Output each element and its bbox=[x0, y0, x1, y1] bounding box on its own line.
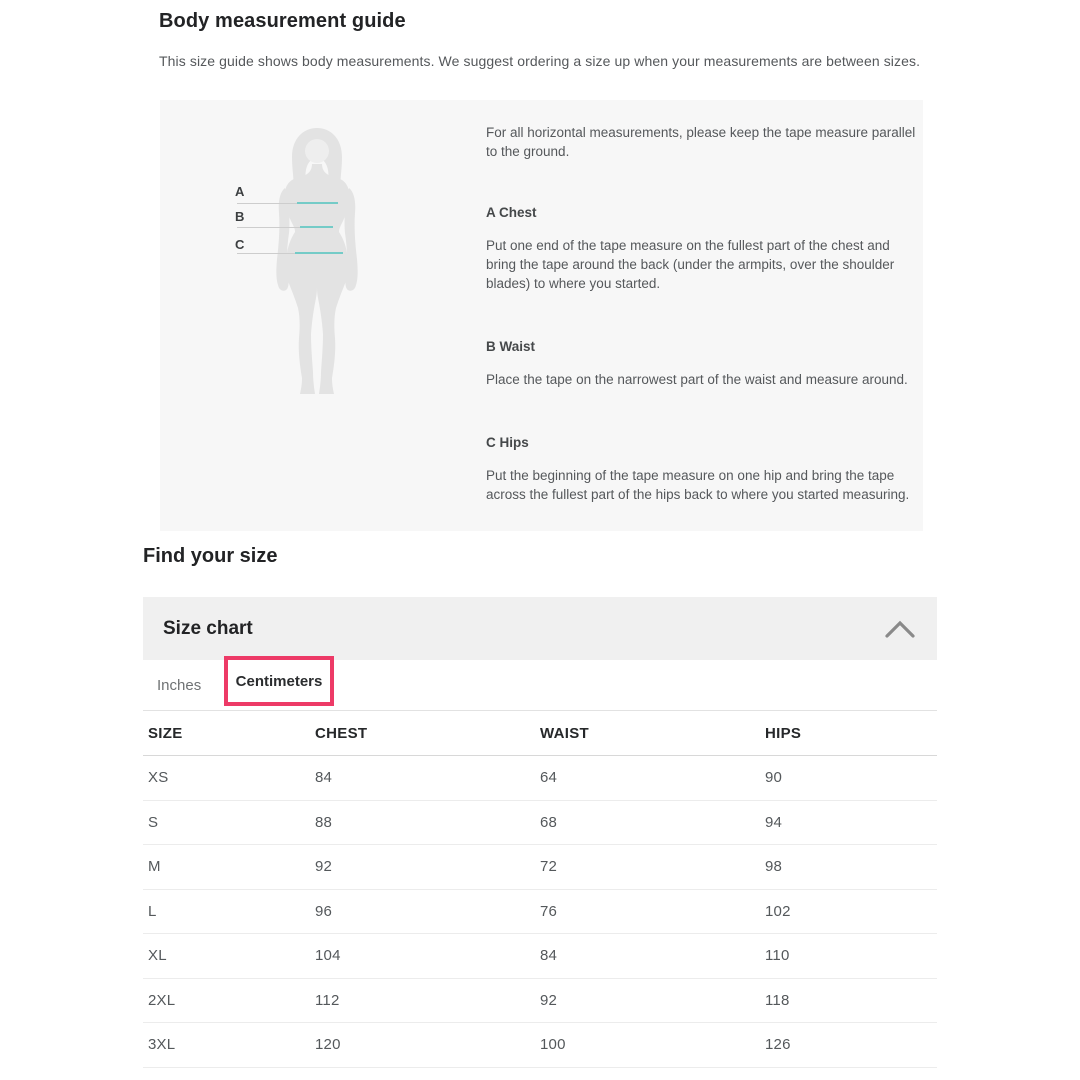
size-cell: XL bbox=[148, 947, 167, 965]
measure-label-chest: A bbox=[235, 184, 245, 199]
tab-inches[interactable]: Inches bbox=[157, 676, 202, 694]
size-chart-header[interactable] bbox=[143, 597, 937, 660]
size-cell: L bbox=[148, 902, 157, 920]
guide-waist-label: B Waist bbox=[486, 339, 536, 354]
tape-line-waist bbox=[300, 226, 333, 228]
measure-label-waist: B bbox=[235, 209, 245, 224]
tab-centimeters[interactable]: Centimeters bbox=[224, 656, 334, 706]
size-table-header-row bbox=[143, 711, 937, 756]
guide-chest-text: Put one end of the tape measure on the fullest part of the chest and bring the tape around the back (under the armpits, over the shoulder blades) to where you started. bbox=[486, 238, 895, 291]
size-table bbox=[143, 711, 937, 1068]
body-measurement-diagram bbox=[160, 100, 486, 531]
measure-label-hips: C bbox=[235, 237, 245, 252]
hips-cell: 94 bbox=[765, 813, 783, 831]
chest-cell: 104 bbox=[315, 947, 341, 965]
chest-cell: 92 bbox=[315, 858, 333, 876]
page-subtitle: This size guide shows body measurements. We suggest ordering a size up when your measurements are between sizes. bbox=[159, 53, 921, 69]
measurement-guide-panel bbox=[160, 100, 923, 531]
chest-cell: 88 bbox=[315, 813, 333, 831]
waist-cell: 76 bbox=[540, 902, 558, 920]
waist-cell: 64 bbox=[540, 769, 558, 787]
waist-cell: 72 bbox=[540, 858, 558, 876]
hips-cell: 110 bbox=[765, 947, 790, 965]
size-cell: M bbox=[148, 858, 161, 876]
table-row bbox=[143, 934, 937, 979]
chest-cell: 112 bbox=[315, 991, 340, 1009]
chevron-up-icon[interactable] bbox=[883, 618, 917, 640]
table-row bbox=[143, 890, 937, 935]
hips-cell: 126 bbox=[765, 1036, 791, 1054]
find-your-size-heading: Find your size bbox=[143, 545, 278, 567]
hips-cell: 118 bbox=[765, 991, 790, 1009]
units-tab-bar bbox=[143, 660, 937, 711]
guide-chest-label: A Chest bbox=[486, 205, 537, 220]
tape-line-chest bbox=[297, 202, 338, 204]
tape-line-hips bbox=[295, 252, 343, 254]
waist-cell: 100 bbox=[540, 1036, 566, 1054]
size-table-body bbox=[143, 756, 937, 1068]
column-header-hips: HIPS bbox=[765, 724, 802, 742]
size-cell: 3XL bbox=[148, 1036, 176, 1054]
table-row bbox=[143, 845, 937, 890]
waist-cell: 92 bbox=[540, 991, 558, 1009]
size-cell: XS bbox=[148, 769, 169, 787]
waist-cell: 84 bbox=[540, 947, 558, 965]
chest-cell: 120 bbox=[315, 1036, 341, 1054]
page-title: Body measurement guide bbox=[159, 10, 406, 32]
guide-hips-text: Put the beginning of the tape measure on one hip and bring the tape across the fullest part of the hips back to where you started measuring. bbox=[486, 468, 910, 502]
body-silhouette-figure bbox=[257, 126, 377, 406]
table-row bbox=[143, 979, 937, 1024]
table-row bbox=[143, 1023, 937, 1068]
guide-intro-text: For all horizontal measurements, please keep the tape measure parallel to the ground. bbox=[486, 125, 916, 159]
chest-cell: 96 bbox=[315, 902, 333, 920]
size-chart-title: Size chart bbox=[163, 617, 253, 639]
chest-cell: 84 bbox=[315, 769, 333, 787]
column-header-waist: WAIST bbox=[540, 724, 589, 742]
measurement-instructions bbox=[486, 100, 923, 504]
table-row bbox=[143, 756, 937, 801]
size-cell: S bbox=[148, 813, 159, 831]
hips-cell: 98 bbox=[765, 858, 783, 876]
guide-waist-text: Place the tape on the narrowest part of the waist and measure around. bbox=[486, 372, 908, 387]
guide-hips-label: C Hips bbox=[486, 435, 529, 450]
hips-cell: 102 bbox=[765, 902, 791, 920]
column-header-chest: CHEST bbox=[315, 724, 368, 742]
size-chart-panel bbox=[143, 597, 937, 1068]
table-row bbox=[143, 801, 937, 846]
hips-cell: 90 bbox=[765, 769, 783, 787]
column-header-size: SIZE bbox=[148, 724, 183, 742]
waist-cell: 68 bbox=[540, 813, 558, 831]
size-cell: 2XL bbox=[148, 991, 176, 1009]
